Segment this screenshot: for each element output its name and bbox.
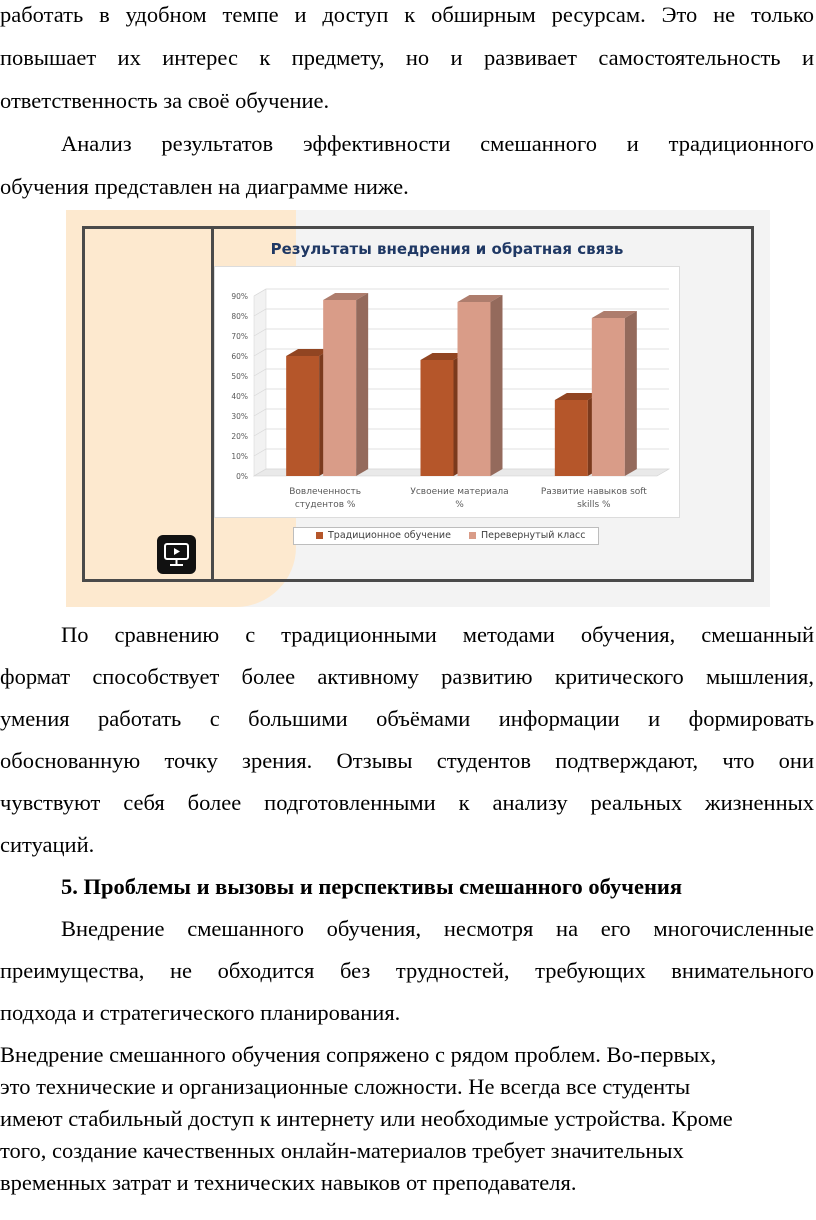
y-tick-label: 30% xyxy=(231,412,248,421)
bar-side-face xyxy=(625,311,637,476)
paragraph-line: По сравнению с традиционными методами обучения, смешанный xyxy=(61,622,814,647)
x-category-label: % xyxy=(455,500,464,510)
paragraph-line: работать в удобном темпе и доступ к обширным ресурсам. Это не только xyxy=(0,2,814,27)
paragraph-line: повышает их интерес к предмету, но и развивает самостоятельность и xyxy=(0,45,814,70)
x-category-label: skills % xyxy=(577,500,611,510)
chart-side-wall xyxy=(254,289,266,476)
paragraph-line: обоснованную точку зрения. Отзывы студентов подтверждают, что они xyxy=(0,748,814,773)
y-tick-label: 10% xyxy=(231,452,248,461)
paragraph-line: Анализ результатов эффективности смешанного и традиционного xyxy=(61,131,814,156)
bar-flipped xyxy=(458,302,491,476)
bar-traditional xyxy=(555,400,588,476)
paragraph-line: Внедрение смешанного обучения, несмотря на его многочисленные xyxy=(61,916,814,941)
paragraph-line: временных затрат и технических навыков от преподавателя. xyxy=(0,1170,577,1195)
bar-side-face xyxy=(356,293,368,476)
y-tick-label: 60% xyxy=(231,352,248,361)
x-category-label: Усвоение материала xyxy=(410,487,509,497)
bar-side-face xyxy=(491,295,503,476)
y-tick-label: 50% xyxy=(231,372,248,381)
legend-item-traditional xyxy=(316,530,451,541)
bar-traditional xyxy=(286,356,319,476)
x-category-label: Вовлеченность xyxy=(289,487,362,497)
legend-label: Перевернутый класс xyxy=(481,530,586,541)
y-tick-label: 40% xyxy=(231,392,248,401)
legend-swatch xyxy=(316,532,323,539)
paragraph-line: Внедрение смешанного обучения сопряжено с рядом проблем. Во-первых, xyxy=(0,1042,717,1067)
paragraph-line: имеют стабильный доступ к интернету или необходимые устройства. Кроме xyxy=(0,1106,733,1131)
y-tick-label: 90% xyxy=(231,292,248,301)
paragraph-line: подхода и стратегического планирования. xyxy=(0,1000,401,1025)
x-category-label: студентов % xyxy=(294,500,356,510)
legend-label: Традиционное обучение xyxy=(328,530,451,541)
paragraph-line: обучения представлен на диаграмме ниже. xyxy=(0,174,409,199)
chart-gridline xyxy=(254,289,669,296)
paragraph-line: преимущества, не обходится без трудностей, требующих внимательного xyxy=(0,958,814,983)
bar-chart xyxy=(214,266,680,518)
bar-traditional xyxy=(421,360,454,476)
paragraph-line: формат способствует более активному развитию критического мышления, xyxy=(0,664,814,689)
section-heading: 5. Проблемы и вызовы и перспективы смешанного обучения xyxy=(61,874,683,899)
paragraph-line: чувствуют себя более подготовленными к анализу реальных жизненных xyxy=(0,790,814,815)
video-presentation-icon xyxy=(157,535,196,574)
x-category-label: Развитие навыков soft xyxy=(540,487,647,497)
chart-title: Результаты внедрения и обратная связь xyxy=(270,240,624,258)
y-tick-label: 20% xyxy=(231,432,248,441)
y-tick-label: 70% xyxy=(231,332,248,341)
paragraph-line: это технические и организационные сложности. Не всегда все студенты xyxy=(0,1074,691,1099)
chart-legend xyxy=(293,527,599,545)
legend-item-flipped xyxy=(469,530,585,541)
paragraph-line: ответственность за своё обучение. xyxy=(0,88,330,113)
legend-swatch xyxy=(469,532,476,539)
paragraph-line: того, создание качественных онлайн-материалов требует значительных xyxy=(0,1138,684,1163)
paragraph-line: ситуаций. xyxy=(0,832,95,857)
y-tick-label: 80% xyxy=(231,312,248,321)
bar-flipped xyxy=(323,300,356,476)
paragraph-line: умения работать с большими объёмами информации и формировать xyxy=(0,706,814,731)
bar-flipped xyxy=(592,318,625,476)
y-tick-label: 0% xyxy=(236,472,248,481)
